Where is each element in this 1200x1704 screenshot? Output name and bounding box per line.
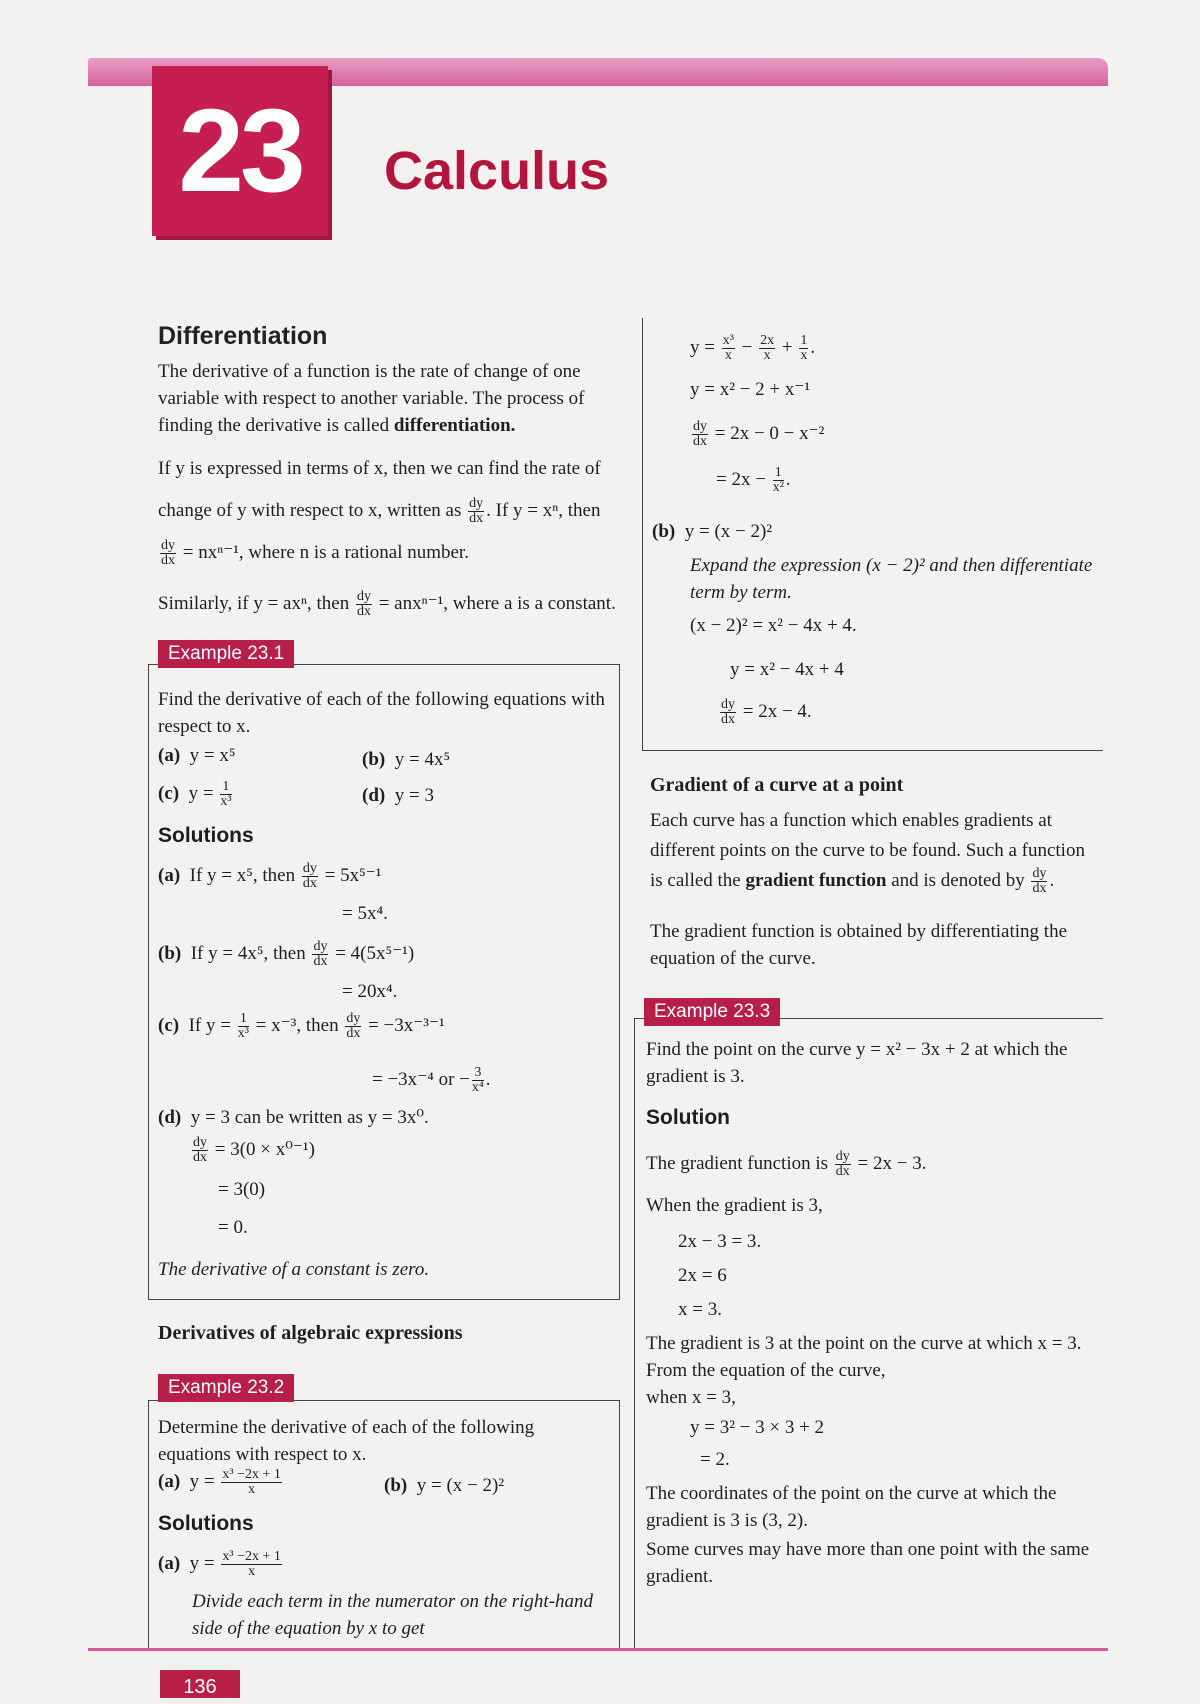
ex1-sol-c: (c) If y = $\frac{1}{\text{x³}}$ = x⁻³, then $\frac{dy}{dx}$ = −3x⁻³⁻¹ bbox=[158, 1011, 445, 1042]
ex3-line-4: 2x = 6 bbox=[678, 1265, 727, 1286]
ex1-sol-d-step3: = 0. bbox=[218, 1217, 248, 1238]
cont-b-expand: (x − 2)² = x² − 4x + 4. bbox=[690, 615, 857, 636]
ex1-solutions-heading: Solutions bbox=[158, 824, 254, 847]
ex2-sol-a: (a) y = $\frac{\text{x³ −2x + 1}}{x}$ bbox=[158, 1549, 281, 1580]
footer-bar bbox=[88, 1648, 1108, 1651]
derivative-definition: If y is expressed in terms of x, then we can find the rate of change of y with respect to x, written as $\frac{dy}{dx}$ . If y = xⁿ, then $\frac{dy}{dx}$ = nxⁿ⁻¹, where n is a rational number. bbox=[158, 458, 601, 569]
ex3-solution-heading: Solution bbox=[646, 1106, 730, 1129]
ex3-line-11: Some curves may have more than one point with the same gradient. bbox=[646, 1539, 1090, 1587]
ex1-part-c: (c) y = $\frac{1}{\text{x³}}$ bbox=[158, 779, 232, 810]
ex1-sol-d-step2: = 3(0) bbox=[218, 1179, 266, 1200]
chapter-title: Calculus bbox=[384, 141, 610, 201]
differentiation-heading: Differentiation bbox=[158, 322, 328, 350]
ex1-part-d: (d) y = 3 bbox=[362, 785, 434, 806]
gradient-heading: Gradient of a curve at a point bbox=[650, 774, 904, 796]
cont-line-4: = 2x − $\frac{1}{\text{x²}}$ . bbox=[716, 465, 791, 496]
ex3-line-6: The gradient is 3 at the point on the curve at which x = 3. From the equation of the curve, bbox=[646, 1333, 1082, 1381]
derivatives-heading: Derivatives of algebraic expressions bbox=[158, 1322, 463, 1344]
ex2-part-b: (b) y = (x − 2)² bbox=[384, 1475, 505, 1496]
ex2-part-a: (a) y = $\frac{\text{x³ −2x + 1}}{x}$ bbox=[158, 1467, 281, 1498]
example-23-1-tab: Example 23.1 bbox=[158, 640, 294, 668]
example-23-2-question: Determine the derivative of each of the following equations with respect to x. bbox=[158, 1417, 535, 1465]
ex3-line-9: = 2. bbox=[700, 1449, 730, 1470]
ex2-note: Divide each term in the numerator on the right-hand side of the equation by x to get bbox=[192, 1591, 594, 1639]
cont-line-3: $\frac{dy}{dx}$ = 2x − 0 − x⁻² bbox=[693, 419, 825, 450]
ex1-sol-b: (b) If y = 4x⁵, then $\frac{dy}{dx}$ = 4(5x⁵⁻¹) bbox=[158, 939, 415, 970]
ex1-note: The derivative of a constant is zero. bbox=[158, 1259, 430, 1280]
example-23-3-tab: Example 23.3 bbox=[644, 998, 780, 1026]
example-23-2-tab: Example 23.2 bbox=[158, 1374, 294, 1402]
ex3-line-2: When the gradient is 3, bbox=[646, 1195, 823, 1216]
cont-b-instruction: Expand the expression (x − 2)² and then differentiate term by term. bbox=[690, 555, 1093, 603]
ex1-sol-b-result: = 20x⁴. bbox=[342, 981, 398, 1002]
ex1-sol-d-step1: $\frac{dy}{dx}$ = 3(0 × x⁰⁻¹) bbox=[193, 1135, 315, 1166]
ex1-part-b: (b) y = 4x⁵ bbox=[362, 749, 451, 770]
ex3-line-3: 2x − 3 = 3. bbox=[678, 1231, 762, 1252]
ex1-sol-a-result: = 5x⁴. bbox=[342, 903, 388, 924]
ex1-sol-d: (d) y = 3 can be written as y = 3x⁰. bbox=[158, 1107, 429, 1128]
ex1-sol-a: (a) If y = x⁵, then $\frac{dy}{dx}$ = 5x⁵⁻¹ bbox=[158, 861, 382, 892]
example-23-1-question: Find the derivative of each of the following equations with respect to x. bbox=[158, 689, 605, 737]
constant-rule: Similarly, if y = axⁿ, then $\frac{dy}{dx}$ = anxⁿ⁻¹, where a is a constant. bbox=[158, 589, 616, 620]
ex1-part-a: (a) y = x⁵ bbox=[158, 745, 236, 766]
cont-line-1: y = $\frac{\text{x³}}{x}$ − $\frac{2x}{x}$ + $\frac{1}{x}$ . bbox=[690, 333, 816, 364]
gradient-paragraph-2: The gradient function is obtained by differentiating the equation of the curve. bbox=[650, 921, 1067, 969]
cont-part-b: (b) y = (x − 2)² bbox=[652, 521, 773, 542]
ex2-solutions-heading: Solutions bbox=[158, 1512, 254, 1535]
differentiation-paragraph: The derivative of a function is the rate of change of one variable with respect to another variable. The process of finding the derivative is called differentiation. bbox=[158, 361, 585, 436]
page-number: 136 bbox=[160, 1670, 240, 1698]
ex3-line-10: The coordinates of the point on the curve at which the gradient is 3 is (3, 2). bbox=[646, 1483, 1057, 1531]
cont-b-derivative: $\frac{dy}{dx}$ = 2x − 4. bbox=[721, 697, 812, 728]
ex3-line-5: x = 3. bbox=[678, 1299, 722, 1320]
ex3-line-1: The gradient function is $\frac{dy}{dx}$ = 2x − 3. bbox=[646, 1149, 927, 1180]
cont-line-2: y = x² − 2 + x⁻¹ bbox=[690, 379, 811, 400]
chapter-number: 23 bbox=[152, 66, 328, 236]
ex1-sol-c-result: = −3x⁻⁴ or − $\frac{3}{\text{x⁴}}$ . bbox=[372, 1065, 491, 1096]
gradient-paragraph: Each curve has a function which enables gradients at different points on the curve to be found. Such a function is called the gradient function and is denoted by $\frac{dy}{dx}$ . bbox=[650, 810, 1085, 897]
ex3-line-7: when x = 3, bbox=[646, 1387, 736, 1408]
example-23-3-question: Find the point on the curve y = x² − 3x + 2 at which the gradient is 3. bbox=[646, 1039, 1068, 1087]
ex3-line-8: y = 3² − 3 × 3 + 2 bbox=[690, 1417, 825, 1438]
cont-b-y: y = x² − 4x + 4 bbox=[730, 659, 844, 680]
